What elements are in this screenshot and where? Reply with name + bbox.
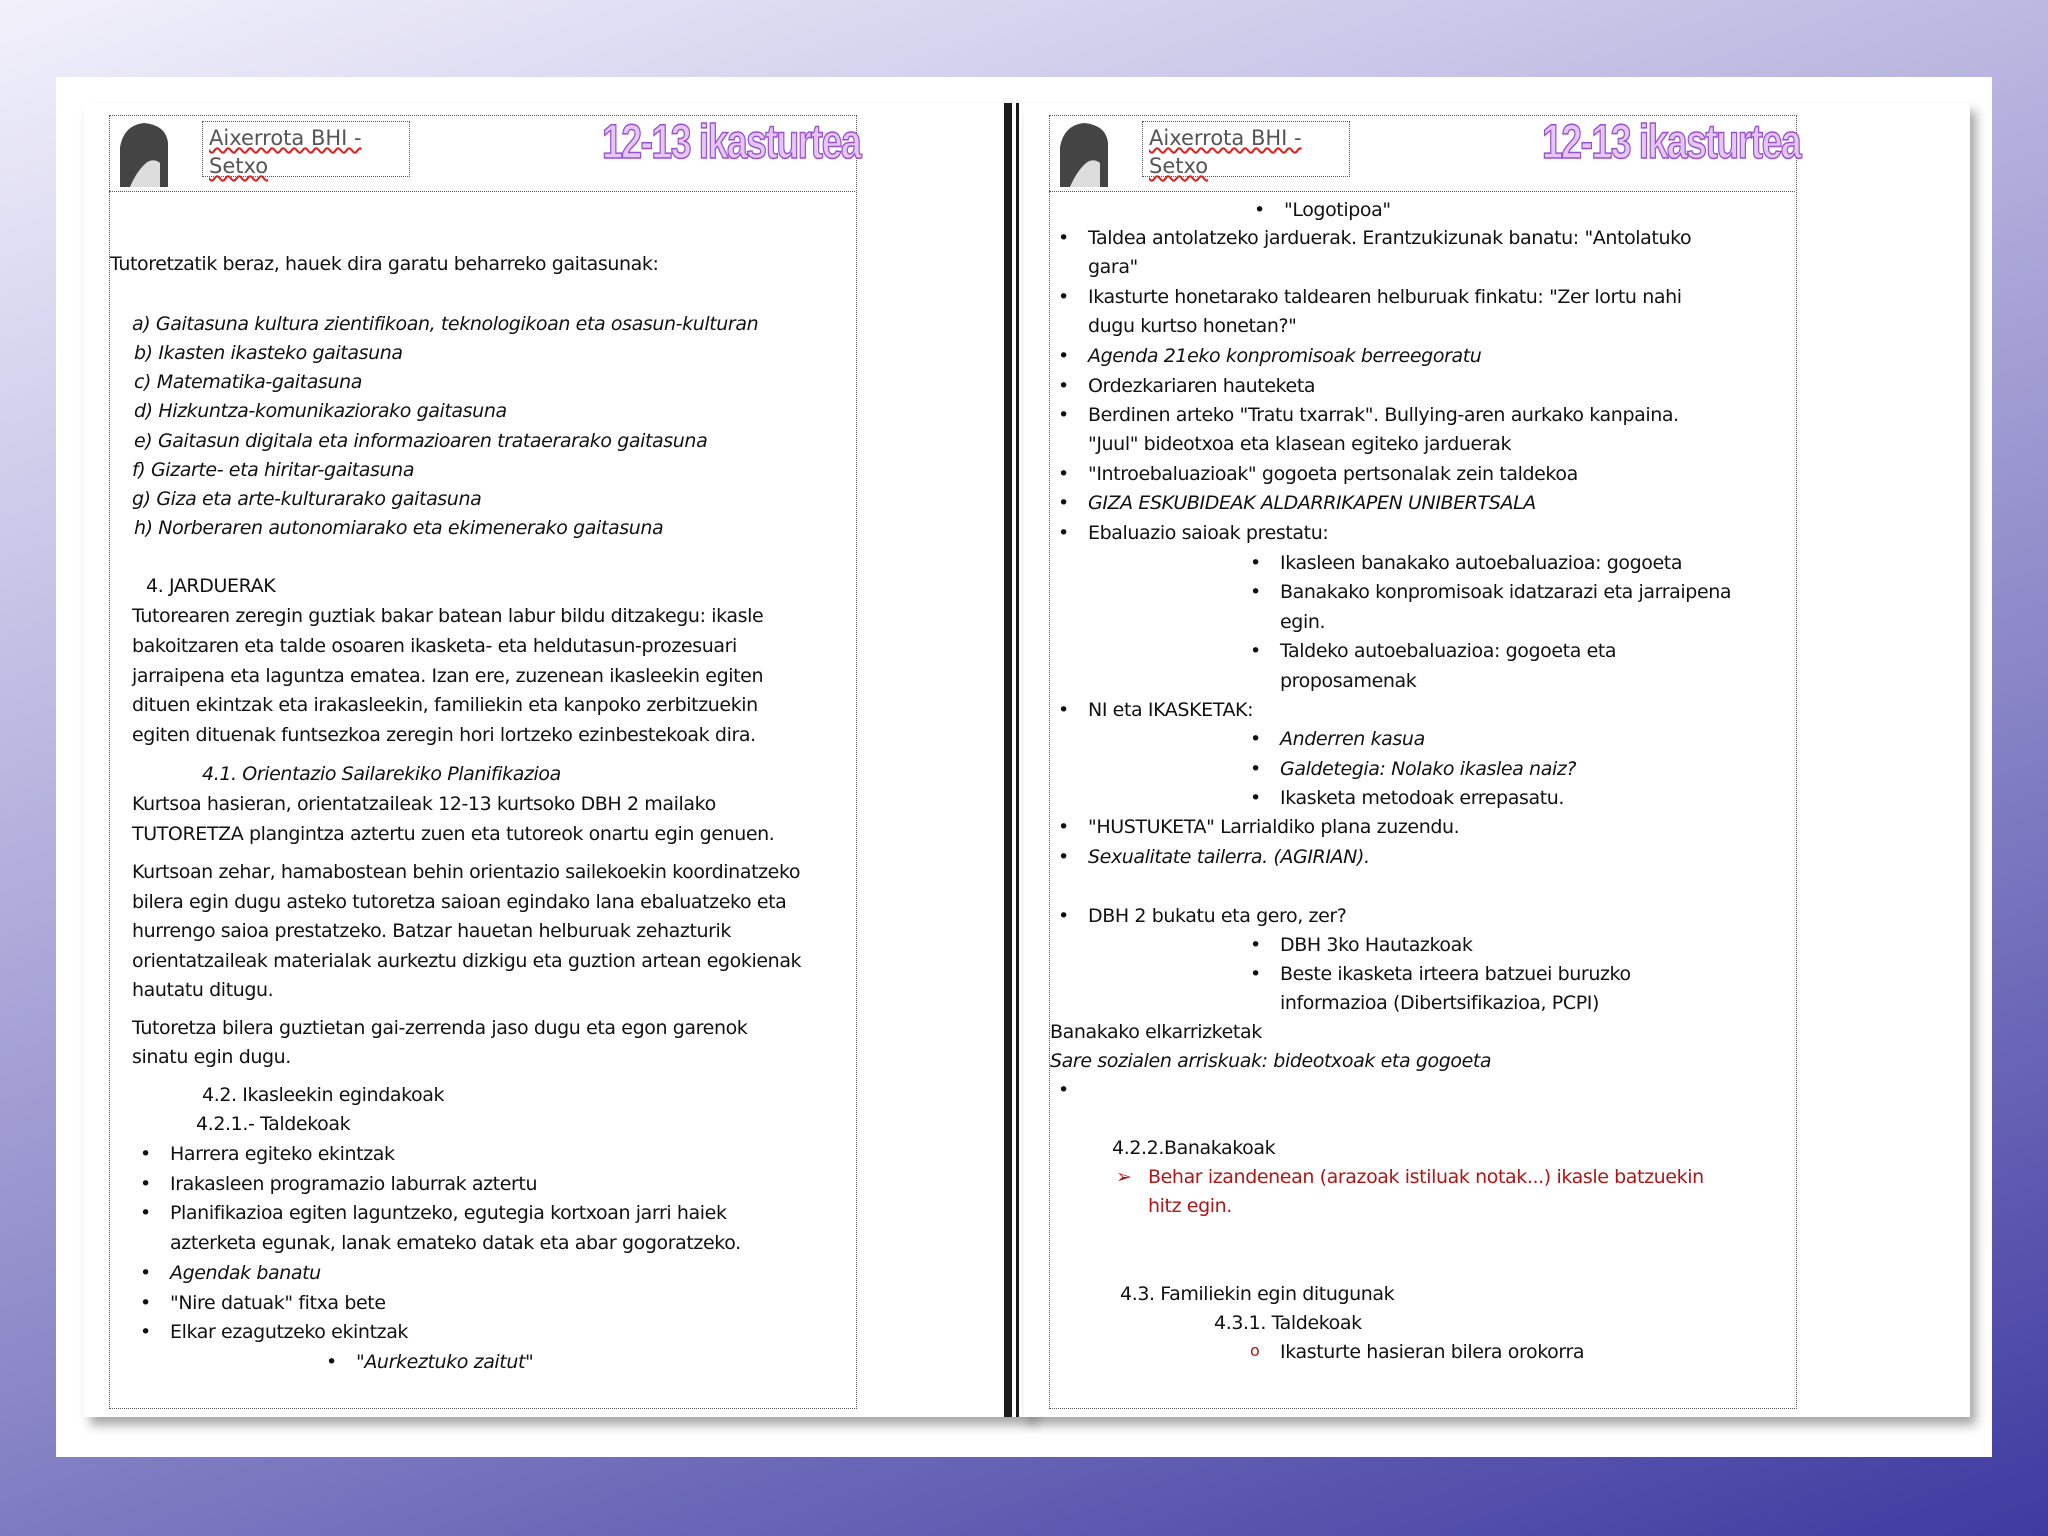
section-heading: 4.1. Orientazio Sailarekiko Planifikazioa: [202, 763, 561, 785]
sub-list-item: • Banakako konpromisoak idatzarazi eta jarraipena: [1280, 581, 1731, 603]
list-item: ➢ Behar izandenean (arazoak istiluak notak...) ikasle batzuekin: [1148, 1166, 1704, 1188]
paragraph-line: Tutoretza bilera guztietan gai-zerrenda jaso dugu eta egon garenok: [132, 1017, 748, 1039]
sub-list-item: • "Aurkeztuko zaitut": [356, 1351, 533, 1373]
list-item-continuation: "Juul" bideotxoa eta klasean egiteko jarduerak: [1088, 433, 1512, 455]
section-heading: 4.3.1. Taldekoak: [1214, 1312, 1362, 1334]
school-name-box: [202, 121, 410, 177]
document-page-right: [1024, 103, 1970, 1417]
page-divider: [1016, 103, 1019, 1417]
list-item: • Ebaluazio saioak prestatu:: [1088, 522, 1328, 544]
list-item: • Planifikazioa egiten laguntzeko, egutegia kortxoan jarri haiek: [170, 1202, 727, 1224]
list-item: • Elkar ezagutzeko ekintzak: [170, 1321, 408, 1343]
paragraph-line: bakoitzaren eta talde osoaren ikasketa- eta heldutasun-prozesuari: [132, 635, 737, 657]
paragraph-line: hurrengo saioa prestatzeko. Batzar hauetan helburuak zehazturik: [132, 920, 732, 942]
slide: [56, 77, 1992, 1457]
section-heading: 4.2.2.Banakakoak: [1112, 1137, 1276, 1159]
sub-list-item-continuation: proposamenak: [1280, 670, 1417, 692]
school-line2: Setxo: [209, 154, 269, 178]
paragraph-line: Banakako elkarrizketak: [1050, 1021, 1262, 1043]
list-item: • Irakasleen programazio laburrak aztertu: [170, 1173, 537, 1195]
paragraph-line: hautatu ditugu.: [132, 979, 274, 1001]
section-heading: 4.3. Familiekin egin ditugunak: [1120, 1283, 1395, 1305]
header-separator: [1049, 191, 1795, 192]
sub-list-item: • DBH 3ko Hautazkoak: [1280, 934, 1473, 956]
paragraph-line: Kurtsoa hasieran, orientatzaileak 12-13 kurtsoko DBH 2 mailako: [132, 793, 716, 815]
school-logo-icon: [116, 117, 172, 189]
competence-item: g) Giza eta arte-kulturarako gaitasuna: [132, 488, 482, 510]
competence-item: a) Gaitasuna kultura zientifikoan, teknologikoan eta osasun-kulturan: [132, 313, 759, 335]
header-separator: [109, 191, 855, 192]
sub-list-item: • Anderren kasua: [1280, 728, 1425, 750]
paragraph-line: bilera egin dugu asteko tutoretza saioan egindako lana ebaluatzeko eta: [132, 891, 787, 913]
list-item: • Sexualitate tailerra. (AGIRIAN).: [1088, 846, 1370, 868]
intro-text: Tutoretzatik beraz, hauek dira garatu beharreko gaitasunak:: [110, 253, 659, 275]
list-item: • GIZA ESKUBIDEAK ALDARRIKAPEN UNIBERTSALA: [1088, 492, 1536, 514]
section-heading: 4. JARDUERAK: [146, 575, 276, 597]
competence-item: d) Hizkuntza-komunikaziorako gaitasuna: [134, 400, 507, 422]
list-item-continuation: dugu kurtso honetan?": [1088, 315, 1297, 337]
year-title: 12-13 ikasturtea: [1542, 116, 1801, 169]
list-item: • Agenda 21eko konpromisoak berreegoratu: [1088, 345, 1481, 367]
competence-item: f) Gizarte- eta hiritar-gaitasuna: [132, 459, 415, 481]
competence-item: b) Ikasten ikasteko gaitasuna: [134, 342, 403, 364]
document-page-left: [84, 103, 1030, 1417]
list-item: • Harrera egiteko ekintzak: [170, 1143, 395, 1165]
sub-list-item-continuation: informazioa (Dibertsifikazioa, PCPI): [1280, 992, 1600, 1014]
sub-list-item: • Ikasleen banakako autoebaluazioa: gogoeta: [1280, 552, 1682, 574]
sub-list-item: • "Logotipoa": [1284, 199, 1391, 221]
school-line1: Aixerrota BHI -: [209, 126, 362, 150]
competence-item: e) Gaitasun digitala eta informazioaren trataerarako gaitasuna: [134, 430, 708, 452]
school-line1: Aixerrota BHI -: [1149, 126, 1302, 150]
paragraph-line: Tutorearen zeregin guztiak bakar batean labur bildu ditzakegu: ikasle: [132, 605, 764, 627]
page-divider: [1004, 103, 1012, 1417]
list-item: • DBH 2 bukatu eta gero, zer?: [1088, 905, 1347, 927]
paragraph-line: sinatu egin dugu.: [132, 1046, 291, 1068]
paragraph-line: egiten dituenak funtsezkoa zeregin hori lortzeko ezinbestekoak dira.: [132, 724, 756, 746]
paragraph-line: TUTORETZA plangintza aztertu zuen eta tutoreok onartu egin genuen.: [132, 823, 775, 845]
sub-list-item: • Ikasketa metodoak errepasatu.: [1280, 787, 1564, 809]
section-heading: 4.2. Ikasleekin egindakoak: [202, 1084, 445, 1106]
paragraph-line: orientatzaileak materialak aurkeztu dizkigu eta guztion artean egokienak: [132, 950, 802, 972]
paragraph-line: dituen ekintzak eta irakasleekin, familiekin eta kanpoko zerbitzuekin: [132, 694, 758, 716]
school-line2: Setxo: [1149, 154, 1209, 178]
list-item: • "HUSTUKETA" Larrialdiko plana zuzendu.: [1088, 816, 1459, 838]
paragraph-line: Kurtsoan zehar, hamabostean behin orientazio sailekoekin koordinatzeko: [132, 861, 801, 883]
list-item-continuation: hitz egin.: [1148, 1195, 1232, 1217]
list-item: • "Introebaluazioak" gogoeta pertsonalak zein taldekoa: [1088, 463, 1578, 485]
list-item: • Agendak banatu: [170, 1262, 321, 1284]
list-item: o Ikasturte hasieran bilera orokorra: [1280, 1341, 1584, 1363]
school-logo-icon: [1056, 117, 1112, 189]
list-item: • NI eta IKASKETAK:: [1088, 699, 1253, 721]
sub-list-item: • Beste ikasketa irteera batzuei buruzko: [1280, 963, 1631, 985]
section-heading: 4.2.1.- Taldekoak: [196, 1113, 351, 1135]
list-item: • Ordezkariaren hauteketa: [1088, 375, 1315, 397]
list-item-continuation: azterketa egunak, lanak emateko datak eta abar gogoratzeko.: [170, 1232, 741, 1254]
competence-item: h) Norberaren autonomiarako eta ekimenerako gaitasuna: [134, 517, 664, 539]
list-item: • Ikasturte honetarako taldearen helburuak finkatu: "Zer lortu nahi: [1088, 286, 1682, 308]
list-item: • Berdinen arteko "Tratu txarrak". Bullying-aren aurkako kanpaina.: [1088, 404, 1679, 426]
sub-list-item: • Taldeko autoebaluazioa: gogoeta eta: [1280, 640, 1616, 662]
paragraph-line: jarraipena eta laguntza ematea. Izan ere, zuzenean ikasleekin egiten: [132, 665, 764, 687]
sub-list-item-continuation: egin.: [1280, 611, 1326, 633]
sub-list-item: • Galdetegia: Nolako ikaslea naiz?: [1280, 758, 1576, 780]
year-title: 12-13 ikasturtea: [602, 116, 861, 169]
competence-item: c) Matematika-gaitasuna: [134, 371, 362, 393]
list-item: • Taldea antolatzeko jarduerak. Erantzukizunak banatu: "Antolatuko: [1088, 227, 1691, 249]
school-name-box: [1142, 121, 1350, 177]
paragraph-line: Sare sozialen arriskuak: bideotxoak eta gogoeta: [1050, 1050, 1492, 1072]
list-item-continuation: gara": [1088, 256, 1138, 278]
list-item: • "Nire datuak" fitxa bete: [170, 1292, 386, 1314]
